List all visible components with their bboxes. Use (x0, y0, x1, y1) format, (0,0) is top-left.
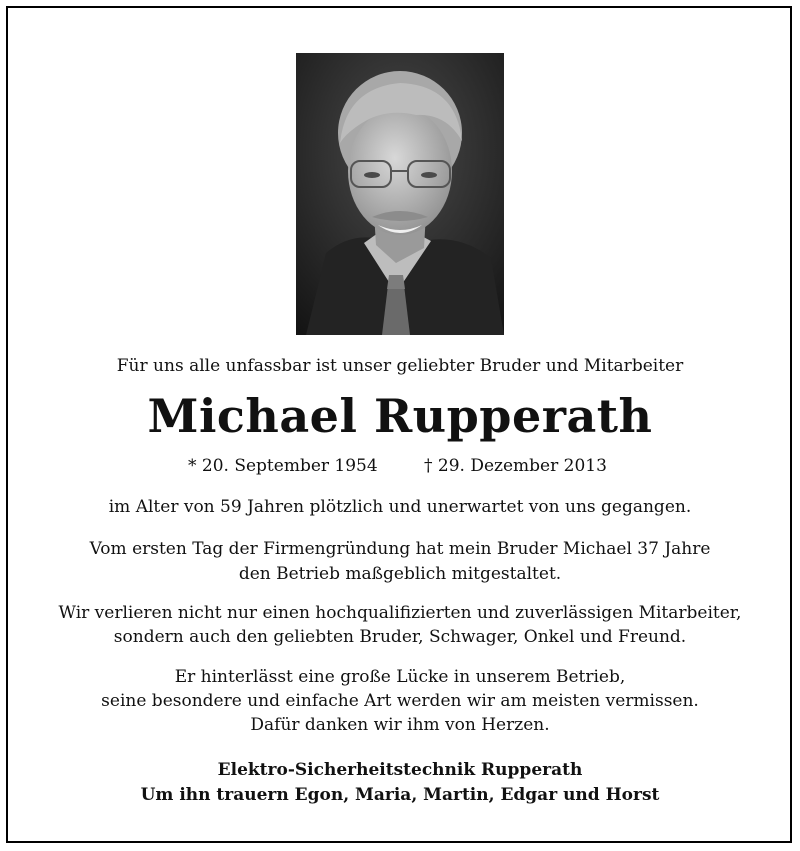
paragraph-gap-line-3: Dafür danken wir ihm von Herzen. (250, 715, 550, 735)
portrait-photo (296, 53, 504, 335)
deceased-name: Michael Rupperath (147, 389, 653, 443)
death-date: † 29. Dezember 2013 (424, 456, 607, 476)
paragraph-age: im Alter von 59 Jahren plötzlich und unerwartet von uns gegangen. (108, 497, 692, 517)
paragraph-company-line-2: den Betrieb maßgeblich mitgestaltet. (238, 564, 562, 584)
paragraph-gap-line-1: Er hinterlässt eine große Lücke in unserem Betrieb, (174, 667, 626, 687)
company-signature: Elektro-Sicherheitstechnik Rupperath (217, 760, 583, 780)
paragraph-loss-line-1: Wir verlieren nicht nur einen hochqualifizierten und zuverlässigen Mitarbeiter, (58, 603, 742, 623)
paragraph-company-line-1: Vom ersten Tag der Firmengründung hat mein Bruder Michael 37 Jahre (89, 539, 711, 559)
paragraph-loss-line-2: sondern auch den geliebten Bruder, Schwager, Onkel und Freund. (113, 627, 687, 647)
paragraph-gap-line-2: seine besondere und einfache Art werden wir am meisten vermissen. (101, 691, 699, 711)
mourners-signature: Um ihn trauern Egon, Maria, Martin, Edgar und Horst (140, 785, 660, 805)
birth-date: * 20. September 1954 (188, 456, 378, 476)
intro-line: Für uns alle unfassbar ist unser geliebter Bruder und Mitarbeiter (116, 356, 684, 376)
